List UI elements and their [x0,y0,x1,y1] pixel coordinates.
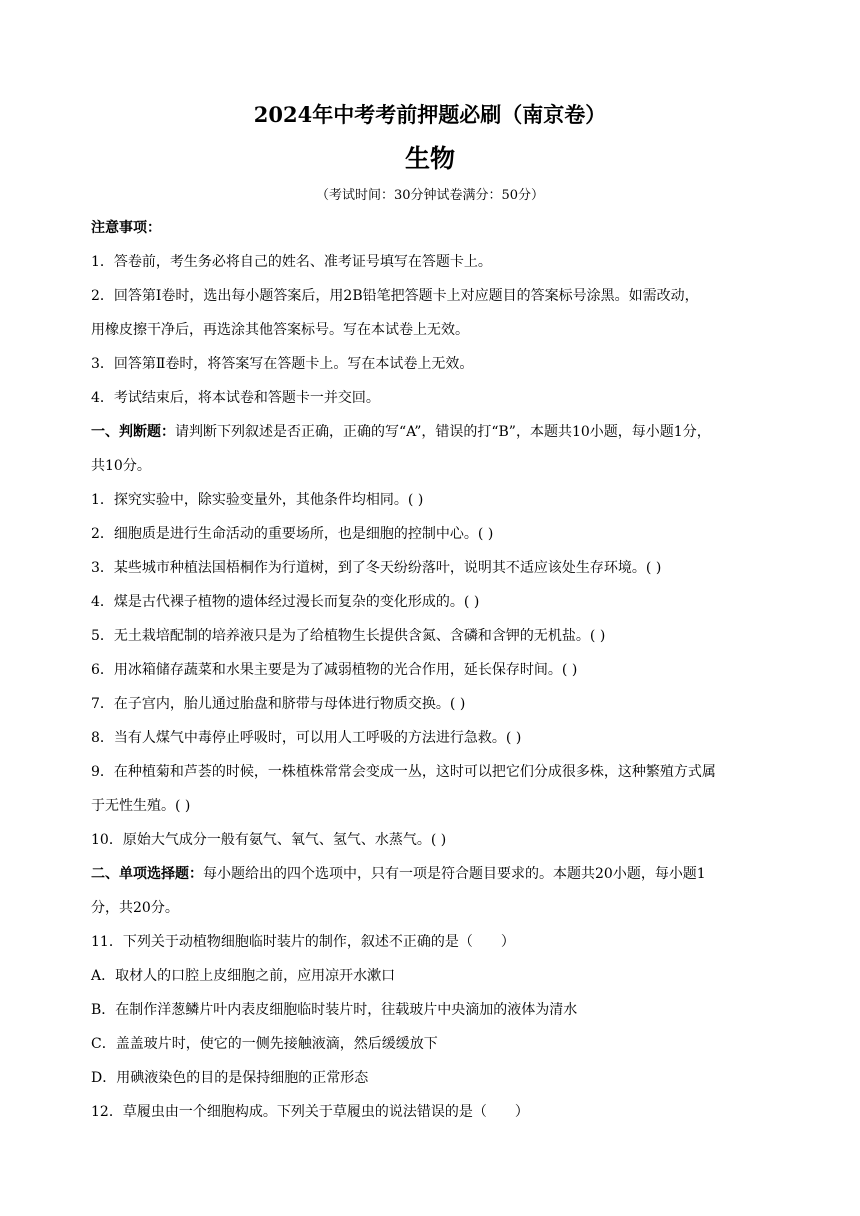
exam-info: （考试时间：30分钟试卷满分：50分） [315,188,545,203]
option-b: B．在制作洋葱鳞片叶内表皮细胞临时装片时，往载玻片中央滴加的液体为清水 [91,1002,578,1018]
section1-desc-cont: 共10分。 [91,458,151,474]
section2-label: 二、单项选择题： [91,866,203,882]
option-c: C．盖盖玻片时，使它的一侧先接触液滴，然后缓缓放下 [91,1036,438,1052]
note-item: 用橡皮擦干净后，再选涂其他答案标号。写在本试卷上无效。 [91,322,469,338]
section1-label: 一、判断题： [91,424,175,440]
question-1: 1．探究实验中，除实验变量外，其他条件均相同。( ) [91,492,424,508]
note-item: 4．考试结束后，将本试卷和答题卡一并交回。 [91,390,380,406]
question-12: 12．草履虫由一个细胞构成。下列关于草履虫的说法错误的是（ ） [91,1104,529,1120]
subject-title: 生物 [404,144,455,173]
section1-heading [91,415,794,449]
section2-desc: 每小题给出的四个选项中，只有一项是符合题目要求的。本题共20小题，每小题1 [203,866,706,882]
note-item: 1．答卷前，考生务必将自己的姓名、准考证号填写在答题卡上。 [91,254,492,270]
question-5: 5．无土栽培配制的培养液只是为了给植物生长提供含氮、含磷和含钾的无机盐。( ) [91,628,606,644]
option-d: D．用碘液染色的目的是保持细胞的正常形态 [91,1070,369,1086]
note-item: 2．回答第Ⅰ卷时，选出每小题答案后，用2B铅笔把答题卡上对应题目的答案标号涂黑。如需改动， [91,288,699,304]
exam-title: 2024年中考考前押题必刷（南京卷） [253,102,607,127]
question-11: 11．下列关于动植物细胞临时装片的制作，叙述不正确的是（ ） [91,934,515,950]
question-6: 6．用冰箱储存蔬菜和水果主要是为了减弱植物的光合作用，延长保存时间。( ) [91,662,578,678]
question-3: 3．某些城市种植法国梧桐作为行道树，到了冬天纷纷落叶，说明其不适应该处生存环境。( ) [91,560,662,576]
question-10: 10．原始大气成分一般有氨气、氧气、氢气、水蒸气。( ) [91,832,447,848]
question-2: 2．细胞质是进行生命活动的重要场所，也是细胞的控制中心。( ) [91,526,494,542]
section1-desc: 请判断下列叙述是否正确，正确的写“A”，错误的打“B”，本题共10小题，每小题1分， [175,424,711,440]
section2-heading [91,857,794,891]
question-4: 4．煤是古代裸子植物的遗体经过漫长而复杂的变化形成的。( ) [91,594,480,610]
question-7: 7．在子宫内，胎儿通过胎盘和脐带与母体进行物质交换。( ) [91,696,466,712]
section2-desc-cont: 分，共20分。 [91,900,179,916]
option-a: A．取材人的口腔上皮细胞之前，应用凉开水漱口 [91,968,396,984]
question-8: 8．当有人煤气中毒停止呼吸时，可以用人工呼吸的方法进行急救。( ) [91,730,522,746]
notes-heading: 注意事项： [91,220,161,236]
note-item: 3．回答第Ⅱ卷时，将答案写在答题卡上。写在本试卷上无效。 [91,356,474,372]
question-9-cont: 于无性生殖。( ) [91,798,191,814]
question-9: 9．在种植菊和芦荟的时候，一株植株常常会变成一丛，这时可以把它们分成很多株，这种繁殖方式属 [91,764,716,780]
